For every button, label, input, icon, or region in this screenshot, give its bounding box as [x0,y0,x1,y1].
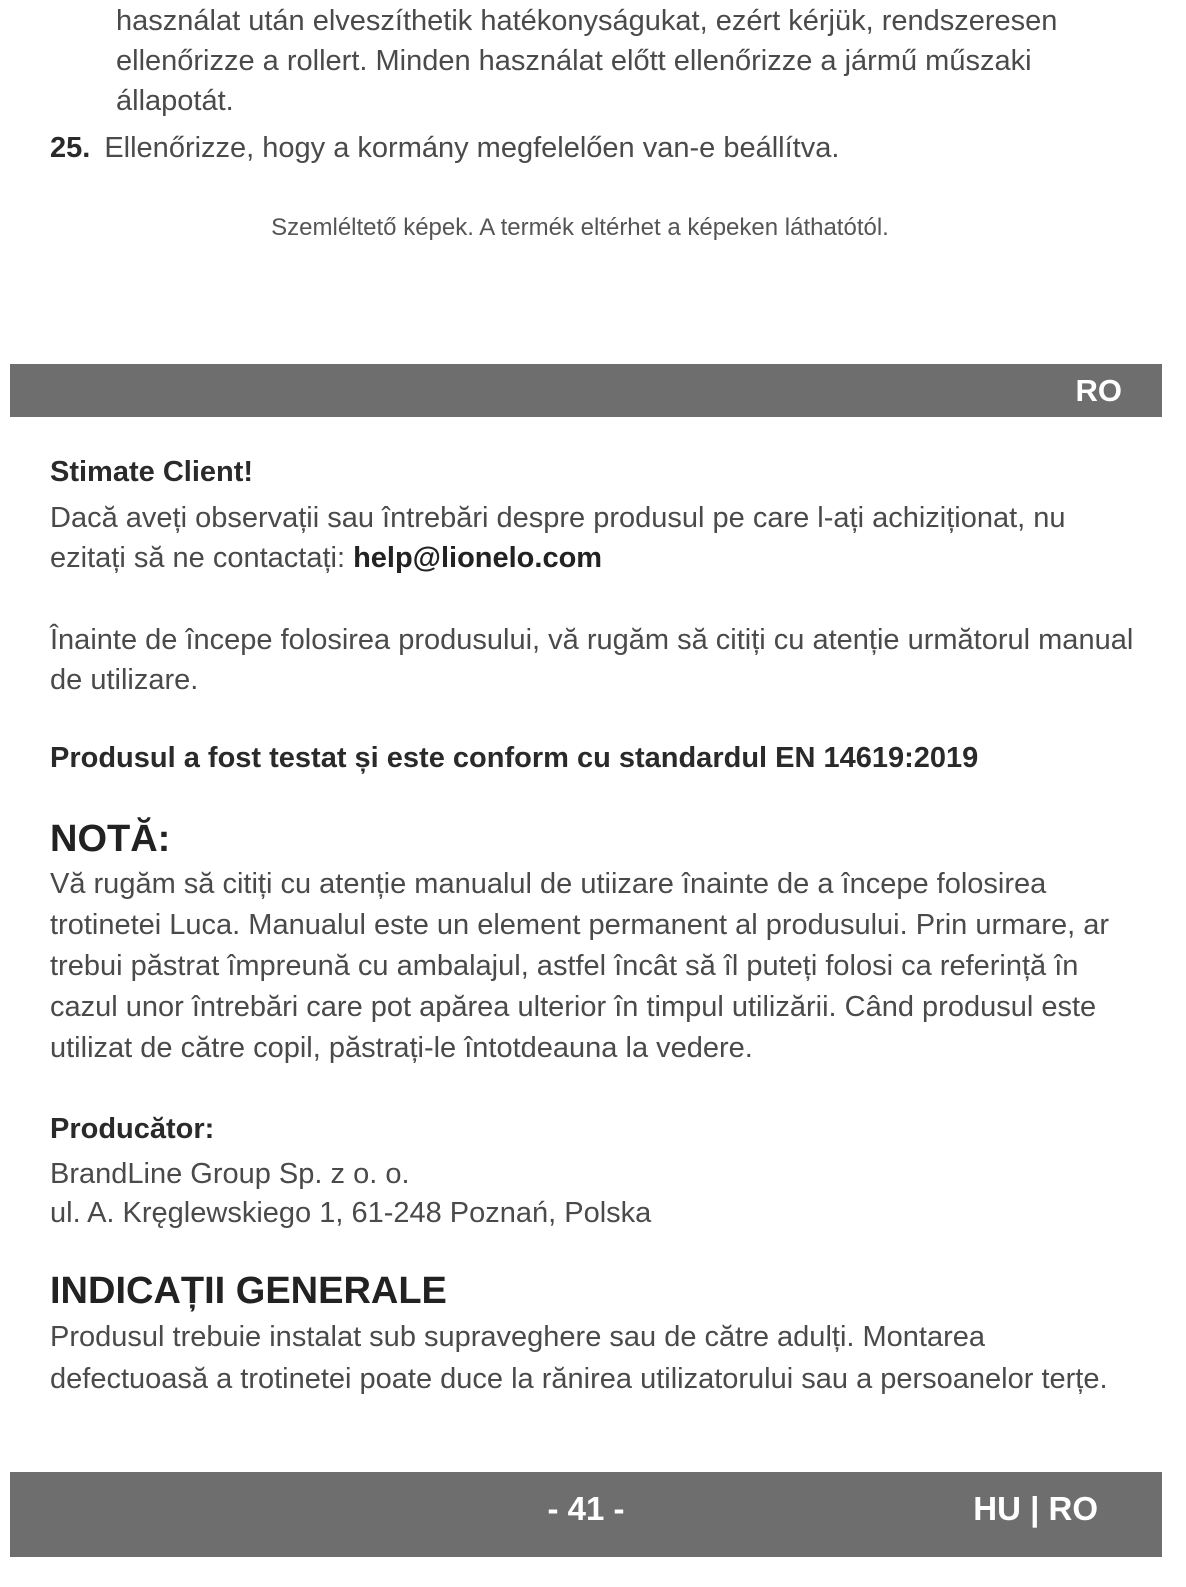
list-item-text: Ellenőrizze, hogy a kormány megfelelően van-e beállítva. [104,132,840,164]
nota-text: Vă rugăm să citiți cu atenție manualul de utiizare înainte de a începe folosirea trotinetei Luca. Manualul este un element permanent al produsului. Prin urmare, ar trebui păstrat împreună cu ambalajul, astfel încât să îl puteți folosi ca referință în cazul unor întrebări care pot apărea ulterior în timpul utilizării. Când produsul este utilizat de către copil, păstrați-le întotdeauna la vedere. [50,868,1110,1064]
language-code: RO [1075,373,1122,408]
list-item-25 [50,128,839,168]
greeting-text [50,498,1140,578]
list-item-number: 25. [50,132,91,164]
greeting-body: Dacă aveți observații sau întrebări despre produsul pe care l-ați achiziționat, nu ezitați să ne contactați: [50,502,1066,574]
footer-bar [10,1472,1162,1557]
manufacturer-name: BrandLine Group Sp. z o. o. [50,1158,410,1190]
previous-paragraph-end: használat után elveszíthetik hatékonyságukat, ezért kérjük, rendszeresen ellenőrizze a rollert. Minden használat előtt ellenőrizze a jármű műszaki állapotát. [116,5,1058,117]
general-heading: INDICAȚII GENERALE [50,1270,447,1312]
contact-email: help@lionelo.com [353,542,603,574]
nota-heading: NOTĂ: [50,818,171,860]
section-header-bar [10,364,1162,417]
page-number: - 41 - [547,1490,625,1527]
manufacturer-address: ul. A. Kręglewskiego 1, 61-248 Poznań, Polska [50,1197,652,1229]
before-use-text: Înainte de începe folosirea produsului, vă rugăm să citiți cu atenție următorul manual de utilizare. [50,624,1134,696]
manufacturer-heading: Producător: [50,1113,215,1145]
image-caption: Szemléltető képek. A termék eltérhet a képeken láthatótól. [271,214,889,241]
general-text: Produsul trebuie instalat sub supraveghere sau de către adulți. Montarea defectuoasă a trotinetei poate duce la rănirea utilizatorului sau a persoanelor terțe. [50,1321,1108,1395]
standard-statement: Produsul a fost testat și este conform cu standardul EN 14619:2019 [50,742,979,774]
footer-languages: HU | RO [973,1490,1098,1527]
greeting-title: Stimate Client! [50,456,254,488]
